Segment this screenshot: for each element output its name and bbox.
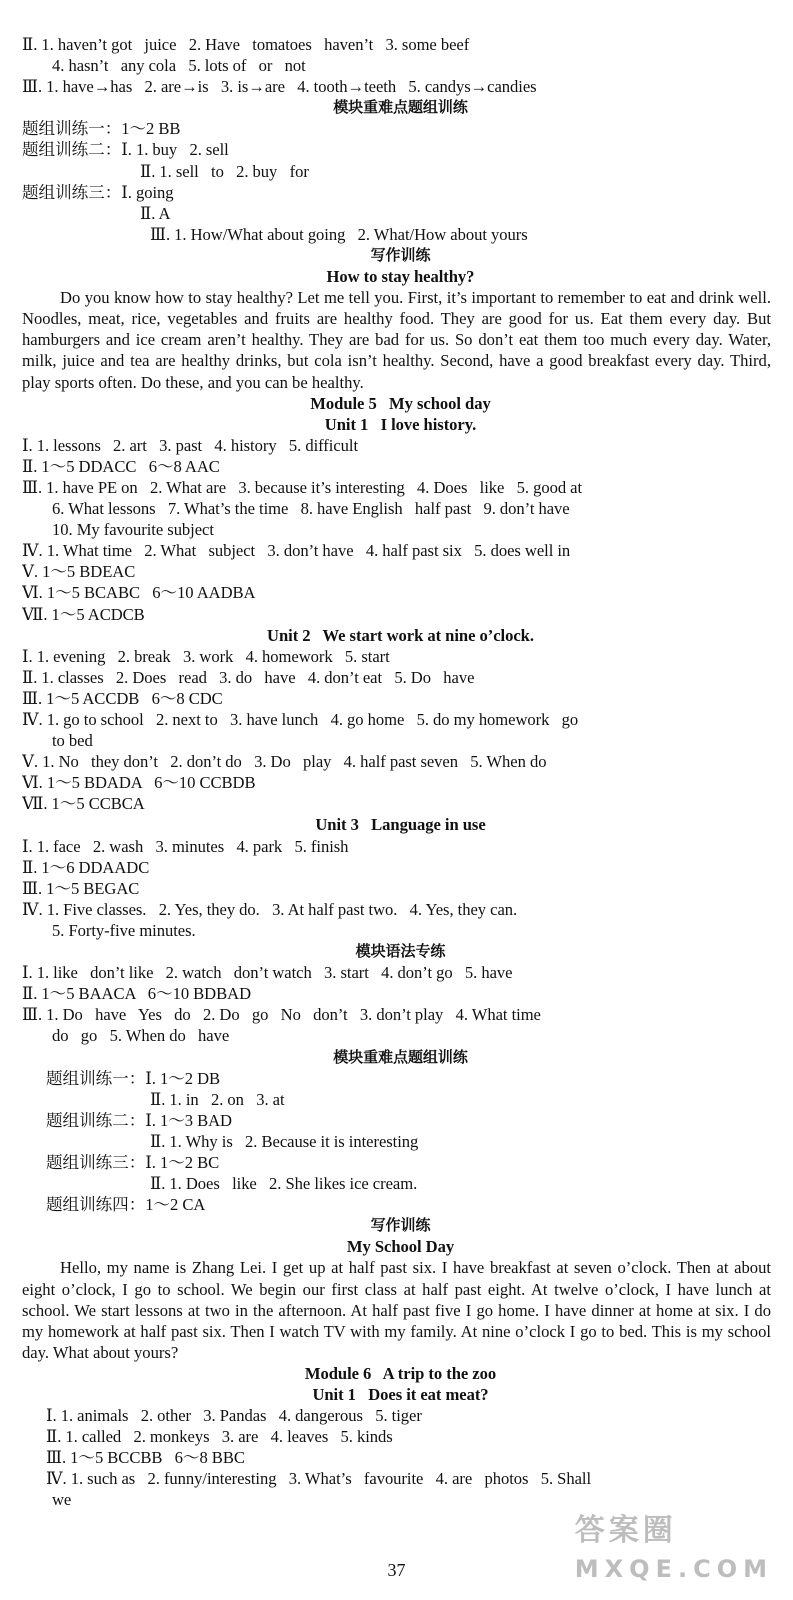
answer-line: Ⅵ. 1～5 BDADA 6～10 CCBDB xyxy=(22,773,256,793)
section-heading: 写作训练 xyxy=(370,245,431,264)
answer-line: Ⅰ. 1. evening 2. break 3. work 4. homework 5. start xyxy=(22,646,390,666)
answer-line: Ⅰ. 1. face 2. wash 3. minutes 4. park 5. finish xyxy=(22,836,349,856)
answer-line: Ⅱ. A xyxy=(140,203,171,223)
answer-line: 5. Forty-five minutes. xyxy=(52,920,196,940)
answer-line: Ⅴ. 1. No they don’t 2. don’t do 3. Do play 4. half past seven 5. When do xyxy=(22,752,547,772)
answer-line: Ⅲ. 1. How/What about going 2. What/How about yours xyxy=(150,224,528,244)
essay-paragraph: Do you know how to stay healthy? Let me tell you. First, it’s important to remember to eat and drink well. Noodles, meat, rice, vegetables and fruits are healthy food. They are good for us. Eat them every day. But hamburgers and ice cream aren’t healthy. They are bad for us. So don’t eat them too much every day. Water, milk, juice and tea are healthy drinks, but cola isn’t healthy. Second, have a good breakfast every day. Third, play sports often. Do these, and you can be healthy. xyxy=(22,288,771,392)
answer-line: Ⅱ. 1. in 2. on 3. at xyxy=(150,1089,285,1109)
section-heading: 写作训练 xyxy=(370,1216,431,1235)
unit-title: Unit 1 I love history. xyxy=(324,414,477,434)
answer-line: Ⅶ. 1～5 ACDCB xyxy=(22,604,145,624)
answer-line: Ⅱ. 1. sell to 2. buy for xyxy=(140,161,309,181)
answer-line: 题组训练二：Ⅰ. 1～3 BAD xyxy=(46,1110,232,1130)
answer-line: 题组训练一：1～2 BB xyxy=(22,119,181,139)
page-number: 37 xyxy=(387,1560,406,1580)
answer-line: 4. hasn’t any cola 5. lots of or not xyxy=(52,56,306,76)
answer-line: Ⅱ. 1. Why is 2. Because it is interesting xyxy=(150,1131,419,1151)
answer-line: Ⅳ. 1. What time 2. What subject 3. don’t have 4. half past six 5. does well in xyxy=(22,541,571,561)
answer-line: 题组训练四：1～2 CA xyxy=(46,1195,206,1215)
answer-line: Ⅱ. 1～5 BAACA 6～10 BDBAD xyxy=(22,984,251,1004)
unit-title: Unit 3 Language in use xyxy=(315,815,486,835)
answer-line: Ⅴ. 1～5 BDEAC xyxy=(22,562,136,582)
answer-line: Ⅲ. 1. have→has 2. are→is 3. is→are 4. tooth→teeth 5. candys→candies xyxy=(22,77,537,97)
answer-line: do go 5. When do have xyxy=(52,1026,230,1046)
essay-paragraph: Hello, my name is Zhang Lei. I get up at half past six. I have breakfast at seven o’clock. Then at about eight o’clock, I go to school. We begin our first class at half past eight. At twelve o’clock, I have lunch at school. We start lessons at two in the afternoon. At half past five I go home. I have dinner at home at six. I do my homework at half past six. Then I watch TV with my family. At nine o’clock I go to bed. This is my school day. What about yours? xyxy=(22,1258,771,1362)
answer-line: 题组训练三：Ⅰ. 1～2 BC xyxy=(46,1152,220,1172)
answer-line: Ⅱ. 1～5 DDACC 6～8 AAC xyxy=(22,456,220,476)
watermark-cn: 答案圈 xyxy=(574,1513,677,1548)
module-title: Module 6 A trip to the zoo xyxy=(304,1363,497,1383)
answer-line: Ⅳ. 1. Five classes. 2. Yes, they do. 3. At half past two. 4. Yes, they can. xyxy=(22,899,518,919)
watermark-en: MXQE.COM xyxy=(574,1555,773,1583)
answer-line: to bed xyxy=(52,731,93,751)
answer-line: Ⅱ. 1～6 DDAADC xyxy=(22,857,150,877)
answer-line: Ⅱ. 1. Does like 2. She likes ice cream. xyxy=(150,1174,418,1194)
answer-line: Ⅲ. 1. Do have Yes do 2. Do go No don’t 3. don’t play 4. What time xyxy=(22,1005,541,1025)
answer-line: 题组训练二：Ⅰ. 1. buy 2. sell xyxy=(22,140,229,160)
answer-line: Ⅶ. 1～5 CCBCA xyxy=(22,794,145,814)
section-heading: 模块重难点题组训练 xyxy=(333,1047,468,1066)
answer-line: Ⅳ. 1. such as 2. funny/interesting 3. What’s favourite 4. are photos 5. Shall xyxy=(46,1469,592,1489)
answer-line: Ⅱ. 1. classes 2. Does read 3. do have 4. don’t eat 5. Do have xyxy=(22,667,475,687)
answer-line: 题组训练一：Ⅰ. 1～2 DB xyxy=(46,1068,221,1088)
answer-line: 题组训练三：Ⅰ. going xyxy=(22,182,174,202)
section-heading: 模块语法专练 xyxy=(355,942,446,961)
answer-line: 6. What lessons 7. What’s the time 8. have English half past 9. don’t have xyxy=(52,499,570,519)
answer-line: Ⅰ. 1. like don’t like 2. watch don’t watch 3. start 4. don’t go 5. have xyxy=(22,963,513,983)
answer-line: 10. My favourite subject xyxy=(52,520,214,540)
answer-line: Ⅲ. 1～5 BCCBB 6～8 BBC xyxy=(46,1448,245,1468)
answer-line: Ⅰ. 1. animals 2. other 3. Pandas 4. dangerous 5. tiger xyxy=(46,1406,422,1426)
answer-line: Ⅲ. 1. have PE on 2. What are 3. because it’s interesting 4. Does like 5. good at xyxy=(22,477,583,497)
answer-line: Ⅵ. 1～5 BCABC 6～10 AADBA xyxy=(22,583,256,603)
module-title: Module 5 My school day xyxy=(310,393,491,413)
essay-title: My School Day xyxy=(346,1237,455,1257)
unit-title: Unit 2 We start work at nine o’clock. xyxy=(267,625,534,645)
answer-line: we xyxy=(52,1490,72,1510)
answer-line: Ⅱ. 1. called 2. monkeys 3. are 4. leaves 5. kinds xyxy=(46,1427,393,1447)
unit-title: Unit 1 Does it eat meat? xyxy=(312,1385,489,1404)
essay-title: How to stay healthy? xyxy=(326,267,475,287)
section-heading: 模块重难点题组训练 xyxy=(333,98,468,117)
answer-line: Ⅳ. 1. go to school 2. next to 3. have lunch 4. go home 5. do my homework go xyxy=(22,710,579,729)
answer-line: Ⅲ. 1～5 BEGAC xyxy=(22,878,140,898)
answer-line: Ⅱ. 1. haven’t got juice 2. Have tomatoes haven’t 3. some beef xyxy=(22,35,470,54)
answer-line: Ⅲ. 1～5 ACCDB 6～8 CDC xyxy=(22,688,223,708)
answer-line: Ⅰ. 1. lessons 2. art 3. past 4. history 5. difficult xyxy=(22,435,359,455)
